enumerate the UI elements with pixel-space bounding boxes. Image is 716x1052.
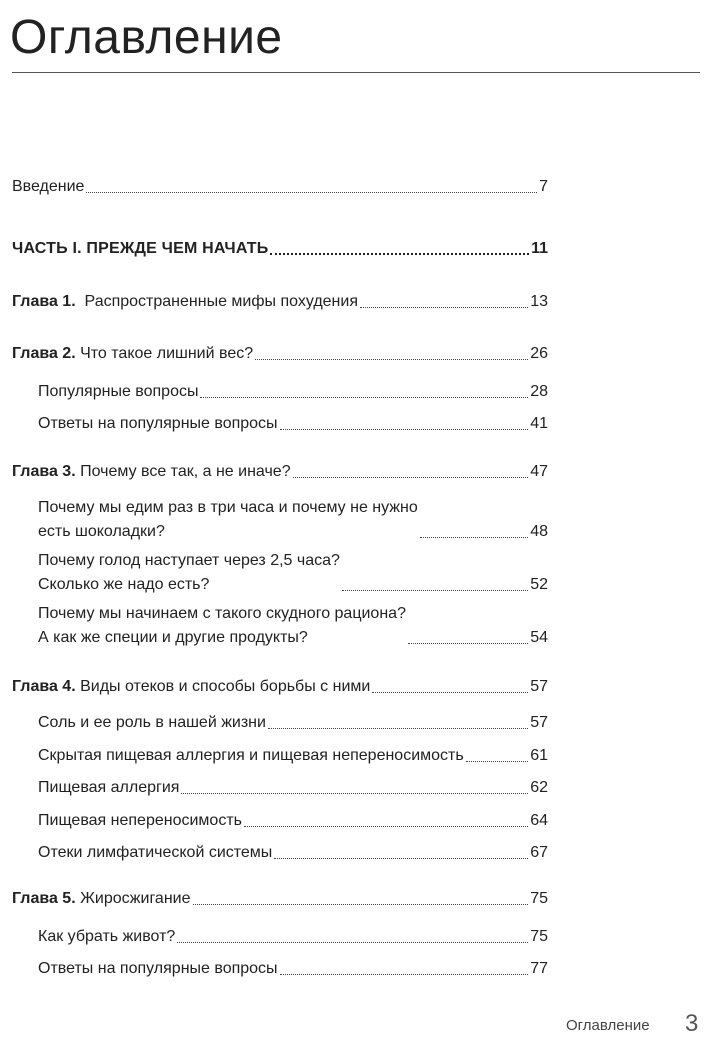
chapter-prefix: Глава 1. [12, 293, 76, 310]
toc-page-number: 48 [530, 523, 548, 540]
toc-page-number: 7 [539, 178, 548, 195]
toc-subentry[interactable] [38, 412, 548, 436]
toc-entry-chapter-5[interactable] [12, 887, 548, 911]
toc-page-number: 75 [530, 890, 548, 907]
toc-entry-line-2: А как же специи и другие продукты? [38, 629, 308, 646]
toc-entry-line-2: Сколько же надо есть? [38, 576, 210, 593]
dot-leader [293, 477, 529, 478]
toc-page-number: 75 [530, 928, 548, 945]
chapter-prefix: Глава 4. [12, 678, 76, 695]
dot-leader [244, 826, 528, 827]
toc-entry-label: Скрытая пищевая аллергия и пищевая непереносимость [38, 747, 464, 764]
toc-subentry[interactable] [38, 549, 548, 597]
toc-subentry[interactable] [38, 809, 548, 833]
toc-entry-label: Пищевая непереносимость [38, 812, 242, 829]
dot-leader [255, 359, 528, 360]
toc-entry-label: Виды отеков и способы борьбы с ними [80, 678, 371, 695]
dot-leader [268, 728, 528, 729]
dot-leader [274, 858, 528, 859]
toc-entry-line-2: есть шоколадки? [38, 523, 165, 540]
dot-leader [200, 397, 528, 398]
toc-entry-label: Введение [12, 178, 85, 195]
dot-leader [372, 692, 528, 693]
toc-page-number: 67 [530, 844, 548, 861]
toc-subentry[interactable] [38, 841, 548, 865]
toc-page-number: 61 [530, 747, 548, 764]
toc-entry-line-1: Почему мы начинаем с такого скудного рациона? [38, 605, 406, 622]
toc-page-number: 52 [530, 576, 548, 593]
toc-subentry[interactable] [38, 380, 548, 404]
toc-page-number: 54 [530, 629, 548, 646]
toc-entry-line-1: Почему мы едим раз в три часа и почему не нужно [38, 499, 418, 516]
toc-subentry[interactable] [38, 602, 548, 650]
toc-entry-label: Популярные вопросы [38, 383, 199, 400]
toc-subentry[interactable] [38, 744, 548, 768]
dot-leader [342, 590, 528, 591]
page-title: Оглавление [10, 11, 283, 64]
dot-leader [408, 643, 528, 644]
toc-entry-part-1[interactable] [12, 237, 548, 261]
toc-subentry[interactable] [38, 957, 548, 981]
toc-entry-intro[interactable] [12, 175, 548, 199]
running-footer-title: Оглавление [566, 1017, 650, 1034]
toc-subentry[interactable] [38, 925, 548, 949]
toc-entry-label: Жиросжигание [80, 890, 191, 907]
toc-page-number: 62 [530, 779, 548, 796]
toc-entry-chapter-2[interactable] [12, 342, 548, 366]
toc-entry-label: Ответы на популярные вопросы [38, 415, 278, 432]
dot-leader [280, 974, 529, 975]
toc-entry-line-1: Почему голод наступает через 2,5 часа? [38, 552, 340, 569]
dot-leader [86, 192, 537, 193]
toc-page-number: 13 [530, 293, 548, 310]
toc-subentry[interactable] [38, 776, 548, 800]
chapter-prefix: Глава 2. [12, 345, 76, 362]
toc-page-number: 26 [530, 345, 548, 362]
toc-page-number: 47 [530, 463, 548, 480]
toc-entry-label: Что такое лишний вес? [80, 345, 254, 362]
toc-entry-chapter-1[interactable] [12, 290, 548, 314]
toc-entry-label: Распространенные мифы похудения [84, 293, 358, 310]
dot-leader [420, 537, 528, 538]
dot-leader [280, 429, 529, 430]
toc-entry-label: Соль и ее роль в нашей жизни [38, 714, 266, 731]
toc-entry-label: Ответы на популярные вопросы [38, 960, 278, 977]
dot-leader [466, 761, 529, 762]
toc-entry-label: Как убрать живот? [38, 928, 176, 945]
toc-entry-chapter-3[interactable] [12, 460, 548, 484]
title-divider [12, 72, 700, 73]
toc-page-number: 41 [530, 415, 548, 432]
toc-entry-label: Пищевая аллергия [38, 779, 180, 796]
toc-entry-label: Почему все так, а не иначе? [80, 463, 291, 480]
toc-subentry[interactable] [38, 711, 548, 735]
toc-page-number: 57 [530, 714, 548, 731]
dot-leader [270, 253, 529, 255]
toc-subentry[interactable] [38, 496, 548, 544]
toc-page-number: 77 [530, 960, 548, 977]
toc-page-number: 11 [531, 240, 548, 257]
toc-entry-chapter-4[interactable] [12, 675, 548, 699]
toc-entry-label: Отеки лимфатической системы [38, 844, 273, 861]
toc-page-number: 28 [530, 383, 548, 400]
dot-leader [360, 307, 528, 308]
dot-leader [193, 904, 529, 905]
toc-page-number: 57 [530, 678, 548, 695]
chapter-prefix: Глава 5. [12, 890, 76, 907]
toc-page-number: 64 [530, 812, 548, 829]
dot-leader [181, 793, 528, 794]
page-number: 3 [685, 1010, 699, 1037]
chapter-prefix: Глава 3. [12, 463, 76, 480]
toc-part-label: ЧАСТЬ I. ПРЕЖДЕ ЧЕМ НАЧАТЬ [12, 240, 269, 257]
dot-leader [177, 942, 528, 943]
